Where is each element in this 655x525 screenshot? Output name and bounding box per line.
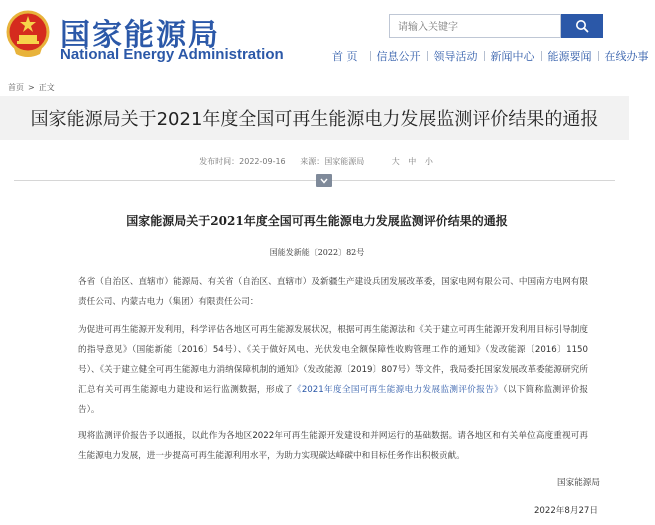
nav-item-leader-activities[interactable]: 领导活动 (433, 50, 478, 63)
paragraph-background-tail: （以下简称监测评价报告）。 (78, 385, 588, 415)
font-size-medium[interactable]: 中 (408, 157, 417, 166)
breadcrumb-home[interactable]: 首页 (8, 82, 24, 92)
national-emblem-icon (6, 8, 50, 58)
paragraph-background-text: 为促进可再生能源开发利用，科学评估各地区可再生能源发展状况，根据可再生能源法和《关于建立可再生能源开发利用目标引导制度的指导意见》（国能新能〔2016〕54号）、《关于做好风电、光伏发电全额保障性收购管理工作的通知》（发改能源〔2016〕1150号）、《关于建立健全可再生能源电力消纳保障机制的通知》（发改能源〔2019〕807号）等文件，我局委托国家发展改革委能源研究所汇总有关可再生能源电力建设和运行监测数据，形成了 (78, 325, 588, 395)
nav-item-online-services[interactable]: 在线办事 (604, 50, 649, 63)
signer: 国家能源局 (557, 478, 600, 488)
search-box (389, 14, 561, 38)
search-icon (575, 19, 589, 33)
article-source: 来源：国家能源局 (300, 157, 365, 166)
nav-item-news-center[interactable]: 新闻中心 (490, 50, 535, 63)
document-title: 国家能源局关于2021年度全国可再生能源电力发展监测评价结果的通报 (126, 214, 508, 228)
site-name-en: National Energy Administration (60, 46, 284, 63)
site-name-cn: 国家能源局 (60, 18, 220, 53)
search-button[interactable] (561, 14, 603, 38)
collapse-button[interactable] (316, 174, 332, 187)
breadcrumb-separator: > (28, 82, 35, 92)
breadcrumb (0, 80, 629, 94)
title-band (0, 96, 629, 140)
article-meta (0, 156, 629, 167)
nav-item-home[interactable]: 首 页 (332, 50, 358, 63)
search-input[interactable] (390, 17, 560, 39)
document-number: 国能发新能〔2022〕82号 (269, 248, 365, 257)
nav-item-energy-news[interactable]: 能源要闻 (547, 50, 592, 63)
font-size-large[interactable]: 大 (391, 157, 400, 166)
site-header (0, 0, 649, 68)
content-divider (14, 180, 615, 181)
publish-date: 发布时间：2022-09-16 (199, 157, 286, 166)
chevron-down-icon (320, 178, 328, 184)
page-title: 国家能源局关于2021年度全国可再生能源电力发展监测评价结果的通报 (30, 109, 599, 130)
font-size-small[interactable]: 小 (424, 157, 433, 166)
paragraph-background (60, 320, 588, 420)
nav-item-info-disclosure[interactable]: 信息公开 (376, 50, 421, 63)
sign-date: 2022年8月27日 (533, 506, 598, 516)
breadcrumb-current: 正文 (38, 82, 55, 92)
paragraph-notice: 现将监测评价报告予以通报，以此作为各地区2022年可再生能源开发建设和并网运行的基础数据。请各地区和有关单位高度重视可再生能源电力发展，进一步提高可再生能源利用水平，为助力实现碳达峰碳中和目标任务作出积极贡献。 (78, 431, 588, 461)
main-nav (326, 48, 655, 64)
report-link[interactable]: 《2021年度全国可再生能源电力发展监测评价报告》 (292, 385, 504, 395)
paragraph-addressees: 各省（自治区、直辖市）能源局、有关省（自治区、直辖市）及新疆生产建设兵团发展改革委，国家电网有限公司、中国南方电网有限责任公司、内蒙古电力（集团）有限责任公司： (78, 277, 588, 307)
